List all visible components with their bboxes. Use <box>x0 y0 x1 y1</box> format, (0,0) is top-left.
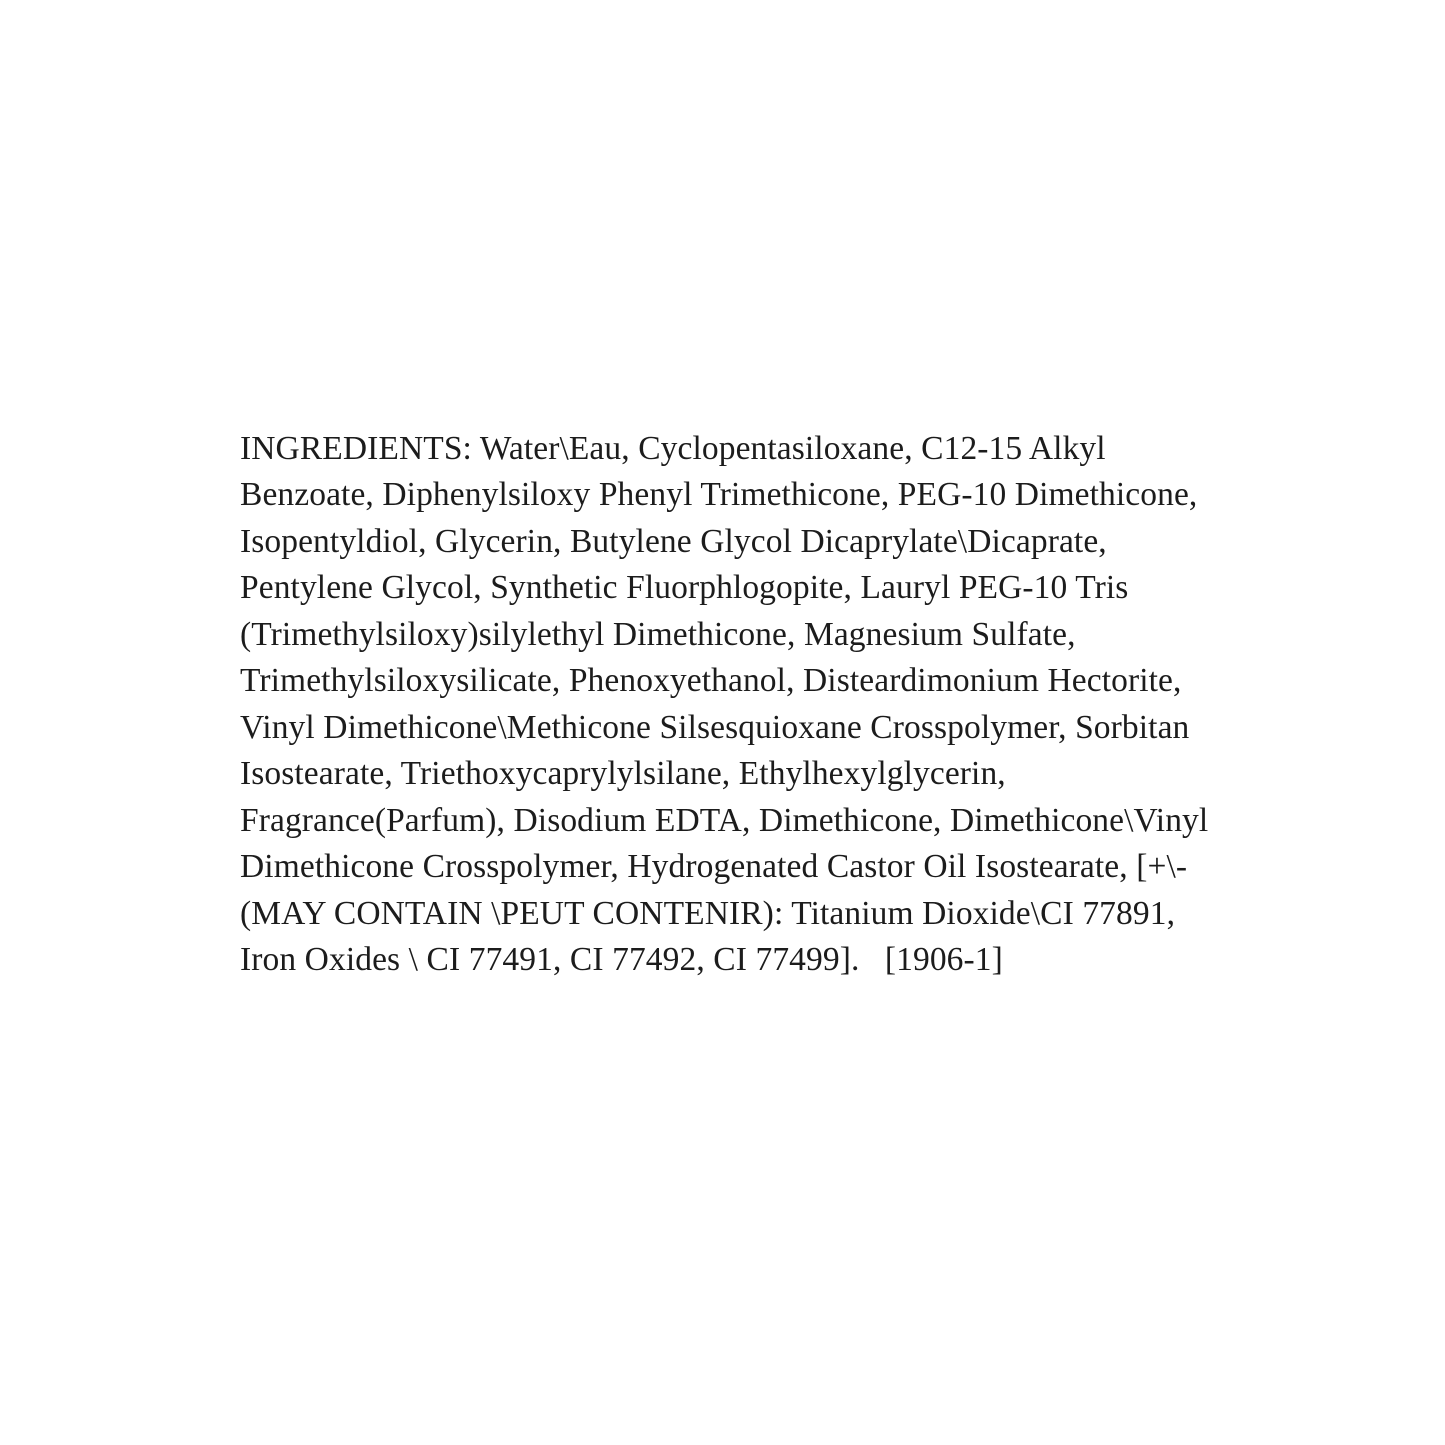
ingredients-block <box>240 392 1225 1017</box>
ingredients-paragraph: INGREDIENTS: Water\Eau, Cyclopentasiloxane, C12-15 Alkyl Benzoate, Diphenylsiloxy Phenyl Trimethicone, PEG-10 Dimethicone, Isopentyldiol, Glycerin, Butylene Glycol Dicaprylate\Dicaprate, Pentylene Glycol, Synthetic Fluorphlogopite, Lauryl PEG-10 Tris (Trimethylsiloxy)silylethyl Dimethicone, Magnesium Sulfate, Trimethylsiloxysilicate, Phenoxyethanol, Disteardimonium Hectorite, Vinyl Dimethicone\Methicone Silsesquioxane Crosspolymer, Sorbitan Isostearate, Triethoxycaprylylsilane, Ethylhexylglycerin, Fragrance(Parfum), Disodium EDTA, Dimethicone, Dimethicone\Vinyl Dimethicone Crosspolymer, Hydrogenated Castor Oil Isostearate, [+\- (MAY CONTAIN \PEUT CONTENIR): Titanium Dioxide\CI 77891, Iron Oxides \ CI 77491, CI 77492, CI 77499]. [1906-1] <box>240 429 1217 978</box>
